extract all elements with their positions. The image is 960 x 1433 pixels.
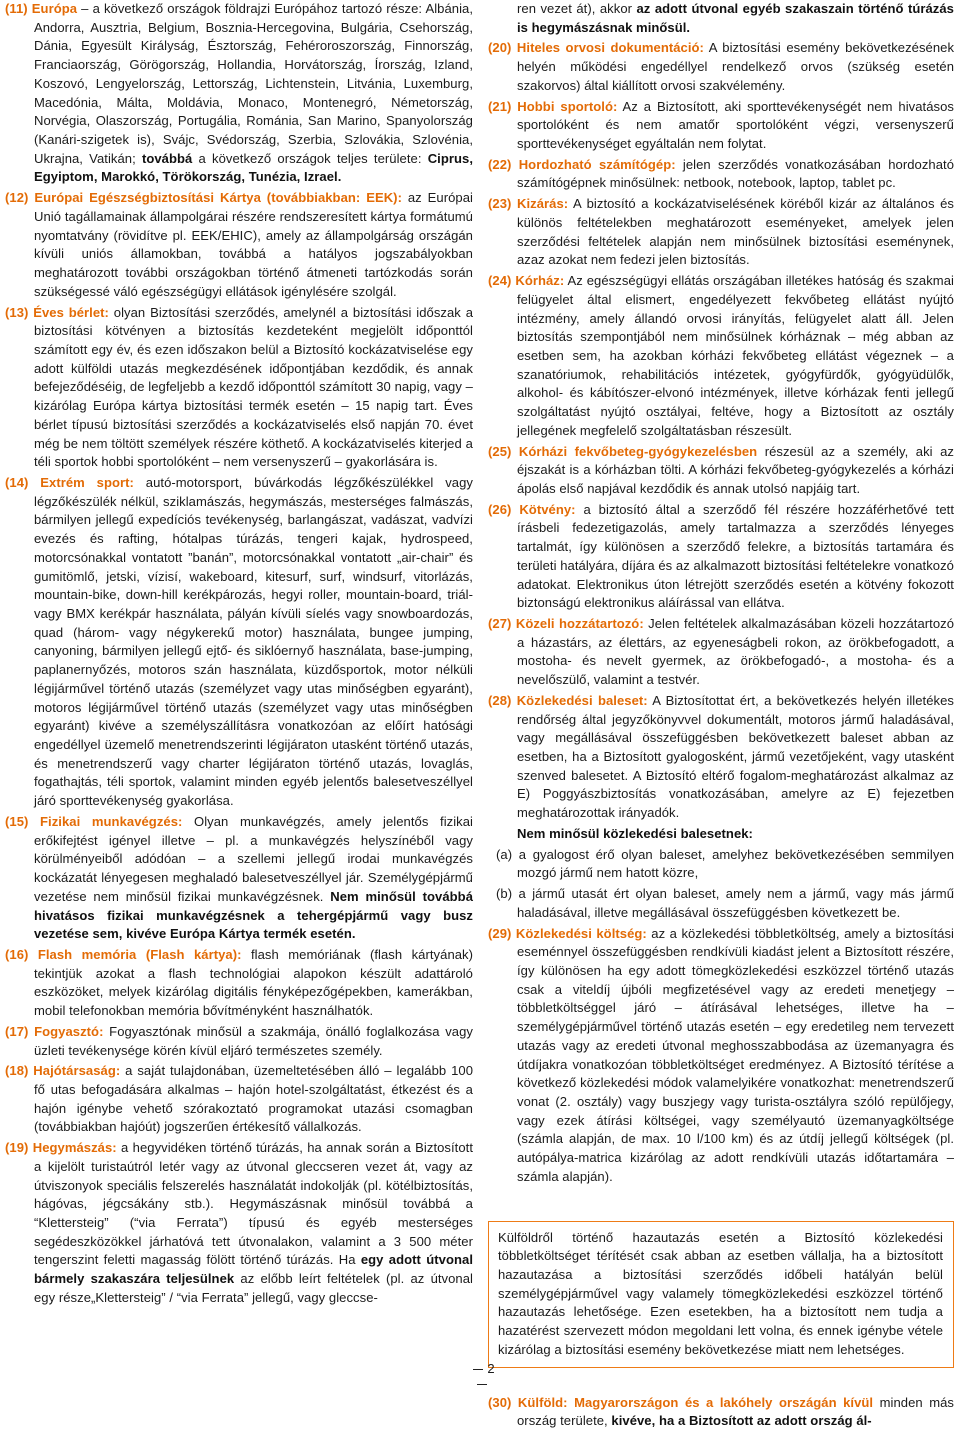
item-number: (16) (5, 946, 38, 962)
definition-bold: Nem minősül továbbá hivatásos fizikai munkavégzésnek a tehergépjármű vagy busz vezetése sem, kivéve Európa Kártya termék esetén. (34, 888, 473, 942)
definition-bold: egy adott útvonal bármely szakaszára teljesülnek (34, 1252, 473, 1287)
definition-bold: az adott útvonal egyéb szakaszain történő túrázás is hegymászásnak minősül. (517, 1, 954, 35)
definition-term: Közlekedési költség: (515, 925, 647, 941)
definition-item (488, 195, 954, 270)
definition-term: Európai Egészségbiztosítási Kártya (továbbiakban: EEK): (34, 190, 402, 206)
item-number: (12) (5, 190, 35, 206)
definition-bold: Magyarországon és a lakóhely országán kívül (567, 1394, 874, 1410)
definition-text: az Európai Unió tagállamainak állampolgárai részére rendszeresített kártya formátumú nyomtatvány (rövidítve pl. EEK/EHIC), amely az állampolgárság országán kívüli uniós államokban, továbbá a hatályos jogszabályokban meghatározott további országokban történő átmeneti tartózkodás során szükségessé váló egészségügyi ellátások igénylésére szolgál. (34, 190, 473, 299)
definition-term: Közlekedési baleset: (516, 692, 648, 708)
definition-item (5, 189, 473, 301)
definition-text: a saját tulajdonában, üzemeltetésében álló – legalább 100 fő utas befogadására alkalmas – hajón hotel-szolgáltatást, étkezést és a hajón igénybe vehető szórakoztató programokat utazási csomagban (továbbiakban hajóút) jogszerűen értékesítő vállalkozás. (34, 1063, 474, 1135)
definition-text: A biztosítási esemény bekövetkezésének helyén működési engedéllyel rendelkező orvos (szükség esetén szakorvos) által kiállított orvosi szakvélemény. (517, 40, 955, 93)
definition-term: Kórházi fekvőbeteg-gyógykezelésben (518, 443, 758, 459)
definition-item (488, 156, 954, 193)
sub-text: a jármű utasát ért olyan baleset, amely nem a jármű, vagy más jármű haladásával, illetve megállásával összefüggésben következett be. (512, 886, 954, 920)
definition-term: Flash memória (Flash kártya): (37, 946, 242, 962)
definition-term: Hobbi sportoló: (517, 98, 618, 114)
definition-text: minden más ország területe, (517, 1394, 954, 1429)
definition-text: A biztosító a kockázatviselésének köréből kizár az általános és különös feltételekben meghatározott eseményeket, amelyek jelen szerződési feltételek alapján nem minősülnek biztosítási eseménynek, azaz azokat nem fedezi jelen biztosítás. (517, 196, 954, 268)
item-number: (15) (5, 813, 41, 829)
definition-text: A Biztosítottat ért, a bekövetkezés helyén illetékes rendőrség által jegyzőkönyvvel dokumentált, motoros jármű haladásával, vagy megállásával összefüggésben bekövetkezett baleset abban az esetben, ha a Biztosított gyalogosként, jármű vezetőjeként, vagy utasként szenved balesetet. A Biztosító eltérő fogalom-meghatározást alkalmaz az E) Poggyászbiztosítás vonatkozásában, amelyre az E) fejezetben meghatározottak irányadók. (517, 692, 954, 821)
sub-text: a gyalogost érő olyan baleset, amelyhez bekövetkezésében semmilyen mozgó jármű nem hatott közre, (512, 846, 954, 881)
item-number: (21) (488, 98, 518, 114)
definition-term: Kórház: (515, 273, 565, 289)
definition-term: Fizikai munkavégzés: (40, 813, 183, 829)
definition-bold: kivéve, ha a Biztosított az adott ország ál- (611, 1413, 872, 1429)
definition-text: a hegyvidéken történő túrázás, ha annak során a Biztosított a kijelölt turistaútról letér vagy az útvonal gleccseren vezet át, vagy az útviszonyok speciális felszerelés használatát indokolják (pl. kötélbiztosítás, hágóvas, jégcsákány stb.). Hegymászásnak minősül továbbá a “Klettersteig” (“via Ferrata”) típusú és egyéb mesterséges segédeszközökkel járhatóvá tett útvonalakon, valamint a 3 500 méter tengerszint feletti magasság fölött történő túrázás. Ha (34, 1140, 473, 1268)
definition-text: jelen szerződés vonatkozásában hordozható számítógépnek minősülnek: netbook, notebook, laptop, tablet pc. (517, 156, 955, 191)
page-number: 2 (462, 1361, 502, 1391)
definition-item (5, 813, 473, 944)
definition-term: Éves bérlet: (33, 304, 109, 320)
definition-term: Közeli hozzátartozó: (515, 616, 644, 631)
definition-term: Fogyasztó: (34, 1023, 104, 1039)
definition-text: a következő országok teljes területe: (192, 150, 428, 166)
item-number: (23) (488, 196, 517, 212)
item-number: (26) (488, 501, 520, 517)
definition-text: a biztosító által a szerződő fél részére hozzáférhetővé tett írásbeli fedezetigazolás, amely tartalmazza a szerződés lényeges tartalmát, így különösen a szerződő felekre, a biztosítás tartamára és területi hatályára, díjára és az alkalmazott biztosítási feltételekre vonatkozó adatokat. Elektronikus úton létrejött szerződés esetén a kötvény fokozott biztonságú elektronikus aláírással van ellátva. (517, 501, 955, 611)
sub-item (488, 885, 954, 922)
definition-term: Európa (31, 1, 78, 16)
definition-text: részesül az a személy, aki az éjszakát is a kórházban tölti. A kórházi fekvőbeteg-gyógykezelés a kórházi ápolás első napjával kezdődik és annak utolsó napjáig tart. (517, 443, 954, 496)
item-number: (20) (488, 40, 517, 56)
left-column (5, 0, 473, 1310)
definition-text: Fogyasztónak minősül a szakmája, önálló foglalkozása vagy üzleti tevékenysége körén kívül eljáró természetes személy. (34, 1023, 473, 1058)
definition-item (488, 39, 954, 95)
definition-term: Kizárás: (516, 196, 569, 212)
item-number: (11) (5, 1, 32, 16)
definition-item (488, 1394, 954, 1431)
definition-item (5, 474, 473, 811)
item-number: (24) (488, 273, 516, 289)
definition-bold: továbbá (141, 150, 193, 166)
definition-text: Az egészségügyi ellátás országában illetékes hatóság és szakmai felügyelet által elismert, engedélyezett fekvőbeteg ellátást nyújtó intézmény, amely állandó orvosi irányítás, felügyelet alatt áll. Jelen biztosítás szempontjából nem minősülnek kórháznak – még abban az esetben sem, ha azokban kórházi fekvőbeteg ellátást végeznek – a szanatóriumok, rehabilitációs intézetek, gyógyfürdők, gyógyüdülők, alkohol- és kábítószer-elvonó intézmények, illetve kórházak fenti jellegű szolgáltatást nyújtó osztályai, feltéve, hogy a Biztosított az osztály jellegének megfelelő szolgáltatásban részesült. (517, 273, 954, 438)
right-column (488, 0, 954, 1433)
definition-term: Hiteles orvosi dokumentáció: (516, 40, 704, 56)
item-number: (14) (5, 474, 41, 490)
definition-term: Hajótársaság: (33, 1063, 121, 1079)
item-number: (25) (488, 443, 519, 459)
item-number: (22) (488, 156, 519, 172)
definition-item (5, 1062, 473, 1137)
definition-text: autó-motorsport, búvárkodás légzőkészülékkel vagy légzőkészülék nélkül, sziklamászás, hegymászás, mesterséges falmászás, bármilyen jellegű expedíciós tevékenység, barlangászat, vadászat, vadvízi evezés és rafting, hótalpas túrázás, tengeri kajak, hydrospeed, motorcsónakkal vontatott ”banán”, motorcsónakkal vontatott „air-chair” és gumitömlő, jetski, vízisí, wakeboard, kitesurf, surf, windsurf, vitorlázás, mountain-bike, down-hill kerékpározás, hegyi roller, mountain-board, triál- vagy BMX kerékpár használata, pályán kívüli síelés vagy snowboardozás, quad (három- vagy négykerekű motor) használata, bungee jumping, canyoning, bármilyen jellegű ejtő- és siklóernyő használata, base-jumping, paplanernyőzés, motoros szán használata, küzdősportok, motor nélküli légijárművel történő utazás (személyzet vagy utas minőségben egyaránt), motoros légijárművel történő utazás (személyzet vagy utas minőségben egyaránt) kivéve a személyszállításra vonatkozóan az előírt hatósági engedéllyel üzemelő menetrendszerinti légijáraton utasként történő utazás, és menetrendszerű vagy charter légijáraton történő utazás, lovaglás, fogathajtás, téli sportok, valamint minden egyéb jelentős balesetveszéllyel járó sporttevékenység gyakorlása. (34, 474, 473, 809)
continued-paragraph (488, 0, 954, 37)
sub-label: (a) (496, 846, 513, 862)
definition-item (488, 615, 954, 690)
definition-item (488, 98, 954, 154)
definition-text: az a közlekedési többletköltség, amely a biztosítási eseménnyel összefüggésben rendkívüli kiadást jelent a Biztosított részére, így különösen ha egy adott tömegközlekedési eszközzel történő utazás csak a viteldíj újbóli megfizetésével vagy az eredeti menetjegy – többletköltséggel járó – átírásával lehetséges, illetve ha – személygépjárművel történő utazás esetén – egy eredetileg nem tervezett utazás vagy az eredeti útvonal meghosszabbodása az üzemanyagra és útdíjakra vonatkozóan többletköltséget eredményez. A Biztosító térítése a következő közlekedési módok valamelyikére vonatkozhat: menetrendszerű vonat (2. osztály) vagy buszjegy vagy turista-osztályra szóló repülőjegy, vagy ezek átírási költségei, vagy személyautó üzemanyagköltsége (számla alapján, de max. 10 l/100 km) és az útdíj jellegű költségek (pl. autópálya-matrica kizárólag az adott rendkívüli utazás időtartamára – számla alapján). (517, 925, 955, 1184)
definition-text: olyan Biztosítási szerződés, amelynél a biztosítási időszak a biztosítási kötvényen a biztosítás kezdeteként megjelölt időponttól számított egy év, és ezen időszakon belül a Biztosító kockázatviselése egy adott külföldi utazás megkezdésének időpontjában kezdődik, és annak befejeződéséig, de legfeljebb a kezdő időponttól számított 30 napig, vagy – kizárólag Európa kártya biztosítási termék esetén – 15 napig tart. Éves bérlet típusú biztosítási szerződés a kockázatviselés első napján 70. évet még be nem töltött személyek részére köthető. A kockázatviselés kiterjed a téli sportok hobbi sportolóként – nem versenyszerű – gyakorlására is. (34, 304, 473, 470)
item-number: (19) (5, 1140, 33, 1156)
definition-text: flash memóriának (flash kártyának) tekintjük azokat a flash technológiai alapokon készült adattároló eszközöket, melyek kizárólag digitális fényképezőgépekben, kamerákban, mobil telefonokban memória bővítményként használhatók. (34, 946, 474, 1019)
definition-item (488, 443, 954, 499)
item-number: (17) (5, 1023, 35, 1039)
note-text: Külföldről történő hazautazás esetén a Biztosító közlekedési többletköltséget térítését csak abban az esetben vállalja, ha a biztosított hazautazása a biztosítási szerződés időbeli hatályán belül személygépjárművel vagy valamely tömegközlekedési eszközzel történő hazautazás lehetősége. Ezen esetekben, ha a biztosított nem tudja a hazatérést szervezett módon megoldani lett volna, és ennek igénybe vétele kizárólag a biztosítási esemény bekövetkezése miatt nem lehetséges. (498, 1229, 943, 1357)
definition-item (488, 925, 954, 1187)
item-number: (18) (5, 1063, 34, 1079)
heading-text: Nem minősül közlekedési balesetnek: (517, 825, 753, 841)
definition-text: az előbb leírt feltételek (pl. az útvonal egy része„Klettersteig” / “via Ferrata” jellegű, vagy gleccse- (34, 1271, 473, 1305)
definition-text: Jelen feltételek alkalmazásában közeli hozzátartozó a házastárs, az élettárs, az egyeneságbeli rokon, az örökbefogadott, a mostoha- és nevelt gyermek, az örökbefogadó-, a mostoha- és a nevelőszülő, valamint a testvér. (517, 616, 955, 688)
definition-text: Az a Biztosított, aki sporttevékenységét nem hivatásos sportolóként és nem amatőr sportolóként végzi, versenyszerű sporttevékenységet egyáltalán nem folytat. (517, 98, 954, 152)
definition-item (5, 0, 473, 187)
item-number: (27) (488, 616, 516, 631)
definition-term: Kötvény: (519, 501, 576, 517)
definition-term: Külföld: (517, 1394, 568, 1410)
definition-item (488, 501, 954, 613)
definition-item (488, 272, 954, 440)
definition-bold: Ciprus, Egyiptom, Marokkó, Törökország, Tunézia, Izrael. (34, 150, 473, 185)
definition-item (5, 1023, 473, 1060)
definition-term: Hegymászás: (32, 1140, 117, 1156)
list-heading (488, 825, 954, 844)
definition-item (5, 946, 473, 1021)
definition-text: Olyan munkavégzés, amely jelentős fizikai erőkifejtést igényel illetve – pl. a munkavégzés helyszínéből vagy körülményeiből adódóan – a szellemi jellegű irodai munkavégzés kockázatát lényegesen meghaladó balesetveszéllyel jár. Személygépjármű vezetése nem minősül fizikai munkavégzésnek. (34, 813, 473, 904)
item-number: (29) (488, 925, 516, 941)
definition-term: Hordozható számítógép: (518, 156, 676, 172)
definition-item (5, 304, 473, 472)
sub-label: (b) (496, 886, 513, 902)
definition-item (488, 692, 954, 823)
sub-item (488, 846, 954, 883)
item-number: (13) (5, 304, 34, 320)
note-box (488, 1221, 954, 1368)
item-number: (28) (488, 692, 517, 708)
definition-text: ren vezet át), akkor (517, 1, 637, 16)
definition-text: – a következő országok földrajzi Európához tartozó része: Albánia, Andorra, Ausztria, Belgium, Bosznia-Hercegovina, Bulgária, Csehország, Dánia, Egyesült Királyság, Észtország, Fehéroroszország, Finnország, Franciaország, Görögország, Hollandia, Horvátország, Írország, Izland, Koszovó, Lengyelország, Lettország, Lichtenstein, Litvánia, Luxemburg, Macedónia, Málta, Moldávia, Monaco, Montenegró, Németország, Norvégia, Olaszország, Portugália, Románia, San Marino, Spanyolország (Kanári-szigetek is), Svájc, Svédország, Szerbia, Szlovákia, Szlovénia, Ukrajna, Vatikán; (34, 1, 474, 166)
definition-item (5, 1139, 473, 1307)
item-number: (30) (488, 1394, 518, 1410)
definition-term: Extrém sport: (40, 474, 134, 490)
